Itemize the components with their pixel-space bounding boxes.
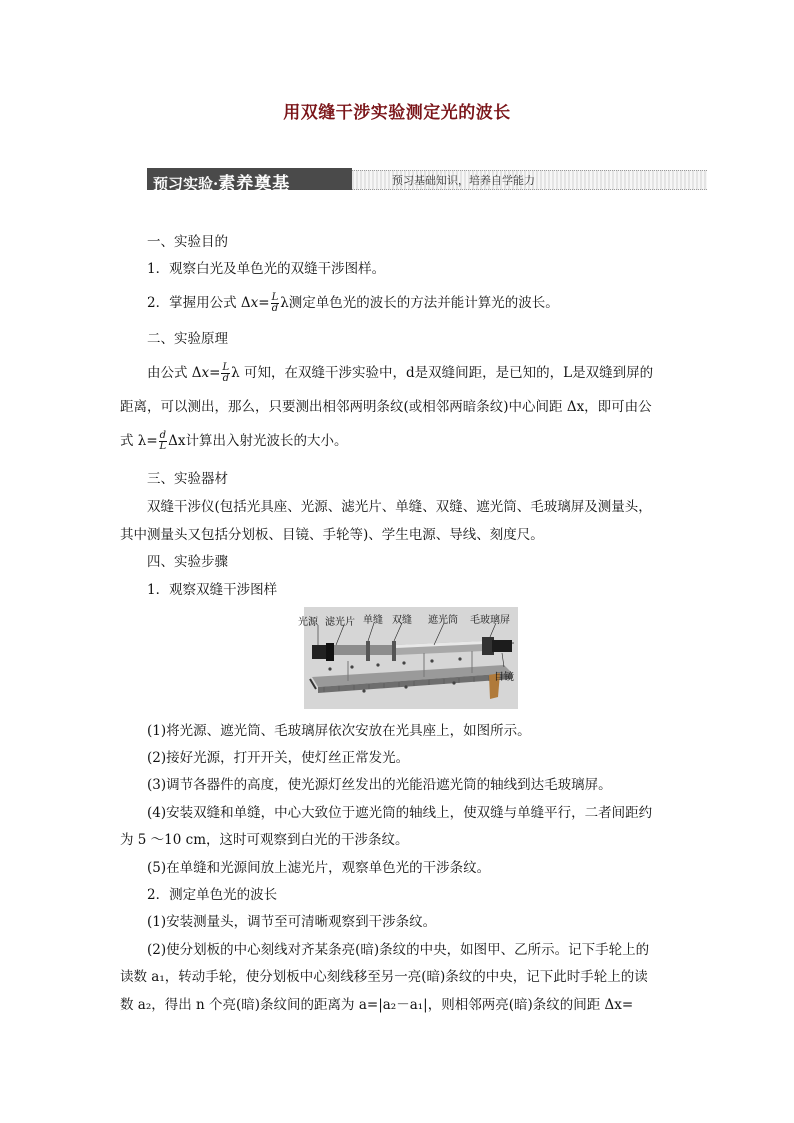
- principle-line-3: [120, 431, 347, 452]
- heading-steps: 四、实验步骤: [147, 554, 228, 570]
- principle-line-3-pre: 式 λ=: [120, 433, 158, 449]
- measure-2-line-3: 数 a₂，得出 n 个亮(暗)条纹间的距离为 a=|a₂－a₁|，则相邻两亮(暗)条纹的间距 Δx=: [120, 997, 634, 1013]
- purpose-item-1: 1．观察白光及单色光的双缝干涉图样。: [147, 261, 386, 277]
- label-shade-tube: 遮光筒: [428, 615, 458, 626]
- step-1: (1)将光源、遮光筒、毛玻璃屏依次安放在光具座上，如图所示。: [147, 723, 531, 739]
- page-title: 用双缝干涉实验测定光的波长: [283, 103, 511, 123]
- frac-den: d: [271, 303, 279, 314]
- label-screen: 毛玻璃屏: [470, 615, 510, 626]
- fraction-L-over-d: [271, 293, 280, 314]
- fraction-d-over-L: [159, 431, 167, 452]
- banner-main: 预习实验·: [153, 175, 219, 193]
- equipment-line-1: 双缝干涉仪(包括光具座、光源、滤光片、单缝、双缝、遮光筒、毛玻璃屏及测量头，: [147, 499, 652, 515]
- label-double-slit: 双缝: [392, 615, 412, 626]
- principle-line-3-post: Δx计算出入射光波长的大小。: [168, 433, 348, 449]
- section-banner: [147, 168, 707, 194]
- step-5: (5)在单缝和光源间放上滤光片，观察单色光的干涉条纹。: [147, 860, 491, 876]
- principle-line-1-post: λ 可知，在双缝干涉实验中，d是双缝间距，是已知的，L是双缝到屏的: [231, 365, 654, 381]
- frac-den-3: L: [159, 441, 167, 452]
- steps-sub-2: 2．测定单色光的波长: [147, 887, 278, 903]
- frac-num-2: L: [222, 362, 230, 373]
- banner-subtitle: 预习基础知识，培养自学能力: [392, 174, 535, 187]
- frac-num-3: d: [159, 430, 167, 441]
- measure-1: (1)安装测量头，调节至可清晰观察到干涉条纹。: [147, 914, 437, 930]
- principle-line-1: [147, 363, 653, 384]
- purpose-item-2: [147, 293, 559, 314]
- apparatus-figure: [298, 607, 518, 709]
- purpose-item-2-pre: 2．掌握用公式 Δ: [147, 295, 251, 311]
- heading-equipment: 三、实验器材: [147, 471, 228, 487]
- step-3: (3)调节各器件的高度，使光源灯丝发出的光能沿遮光筒的轴线到达毛玻璃屏。: [147, 777, 612, 793]
- step-2: (2)接好光源，打开开关，使灯丝正常发光。: [147, 750, 410, 766]
- equipment-line-2: 其中测量头又包括分划板、目镜、手轮等)、学生电源、导线、刻度尺。: [120, 527, 544, 543]
- step-4-line-2: 为 5 ～10 cm，这时可观察到白光的干涉条纹。: [120, 832, 409, 848]
- label-single-slit: 单缝: [363, 615, 383, 626]
- step-4-line-1: (4)安装双缝和单缝，中心大致位于遮光筒的轴线上，使双缝与单缝平行，二者间距约: [147, 805, 653, 821]
- purpose-item-2-post: λ测定单色光的波长的方法并能计算光的波长。: [280, 295, 559, 311]
- steps-sub-1: 1．观察双缝干涉图样: [147, 582, 278, 598]
- frac-den-2: d: [222, 373, 229, 384]
- principle-line-1-pre: 由公式 Δ: [147, 365, 202, 381]
- label-eyepiece: 目镜: [494, 672, 514, 683]
- label-filter: 滤光片: [325, 617, 355, 628]
- measure-2-line-1: (2)使分划板的中心刻线对齐某条亮(暗)条纹的中央，如图甲、乙所示。记下手轮上的: [147, 942, 650, 958]
- formula-lhs: x=: [250, 295, 270, 311]
- fraction-L-over-d-2: [221, 363, 230, 384]
- frac-num: L: [271, 292, 279, 303]
- banner-title: [153, 169, 290, 194]
- banner-main-bold: 素养奠基: [218, 174, 291, 194]
- measure-2-line-2: 读数 a₁，转动手轮，使分划板中心刻线移至另一亮(暗)条纹的中央，记下此时手轮上的读: [120, 969, 648, 985]
- formula-lhs-2: x=: [201, 365, 221, 381]
- label-light-source: 光源: [298, 617, 318, 628]
- heading-principle: 二、实验原理: [147, 331, 228, 347]
- principle-line-2: 距离，可以测出，那么，只要测出相邻两明条纹(或相邻两暗条纹)中心间距 Δx，即可由公: [120, 399, 652, 415]
- heading-purpose: 一、实验目的: [147, 234, 228, 250]
